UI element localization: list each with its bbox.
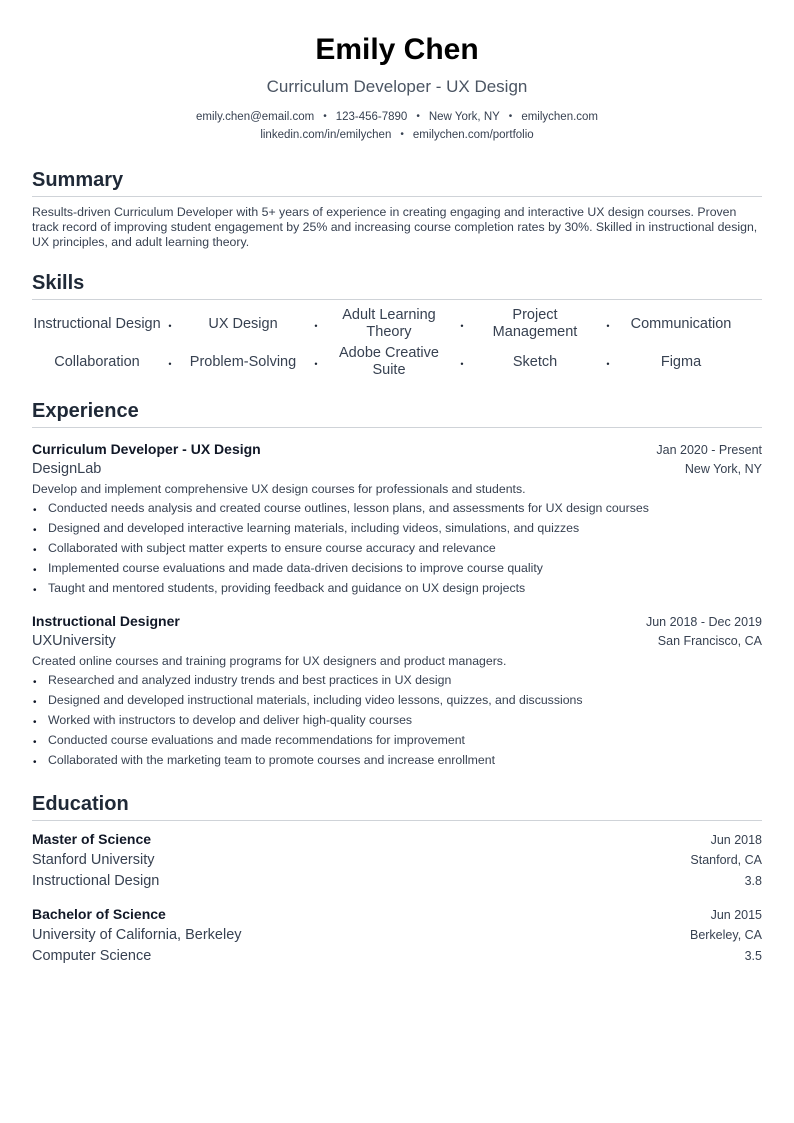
skill-separator: • (314, 321, 318, 331)
edu-field: Instructional Design (32, 873, 160, 889)
skill-item: Problem-Solving (189, 353, 297, 370)
separator-dot: • (323, 111, 327, 122)
bullet-text: Taught and mentored students, providing feedback and guidance on UX design projects (48, 581, 526, 595)
edu-degree: Bachelor of Science (32, 906, 166, 922)
phone-text: 123-456-7890 (335, 111, 408, 123)
skill-item: Communication (630, 315, 732, 332)
bullet-item (32, 750, 762, 770)
edu-field-row (32, 946, 762, 967)
job-bullets (32, 498, 762, 598)
skill-item: Project Management (492, 307, 578, 340)
experience-heading: Experience (32, 398, 762, 428)
bullet-text: Designed and developed interactive learning materials, including videos, simulations, and quizzes (48, 521, 580, 535)
edu-gpa: 3.8 (744, 874, 762, 888)
edu-field: Computer Science (32, 948, 152, 964)
job-company-row (32, 631, 762, 652)
bullet-item (32, 690, 762, 710)
job-role: Instructional Designer (32, 613, 180, 629)
bullet-dot: • (33, 737, 37, 748)
skill-separator: • (460, 359, 464, 369)
separator-dot: • (416, 111, 420, 122)
skill-separator: • (168, 359, 172, 369)
resume-header (32, 0, 762, 144)
candidate-name: Emily Chen (315, 33, 479, 66)
skills-heading: Skills (32, 270, 762, 300)
bullet-text: Researched and analyzed industry trends and best practices in UX design (48, 673, 452, 687)
summary-section (32, 167, 762, 250)
job-location: New York, NY (684, 462, 762, 476)
skill-separator: • (460, 321, 464, 331)
job-bullets (32, 670, 762, 770)
edu-degree-row (32, 904, 762, 925)
bullet-dot: • (33, 545, 37, 556)
job-description: Develop and implement comprehensive UX design courses for professionals and students. (32, 482, 526, 496)
separator-dot: • (508, 111, 513, 122)
job-role: Curriculum Developer - UX Design (32, 441, 261, 457)
job-entry (32, 439, 762, 598)
edu-location: Berkeley, CA (689, 928, 762, 942)
skill-item: Adobe Creative Suite (339, 345, 439, 378)
job-header-row (32, 611, 762, 631)
edu-school: University of California, Berkeley (32, 927, 242, 943)
skill-separator: • (606, 321, 610, 331)
bullet-item (32, 518, 762, 538)
edu-school-row (32, 850, 762, 871)
job-company: UXUniversity (32, 633, 116, 649)
job-location: San Francisco, CA (657, 634, 762, 648)
contact-line-2 (32, 126, 762, 144)
skill-item: Sketch (512, 353, 558, 370)
job-dates: Jun 2018 - Dec 2019 (645, 615, 762, 629)
location-text: New York, NY (428, 111, 500, 123)
skill-separator: • (606, 359, 610, 369)
education-entry (32, 829, 762, 892)
bullet-item (32, 730, 762, 750)
bullet-text: Implemented course evaluations and made data-driven decisions to improve course quality (48, 561, 543, 575)
bullet-dot: • (33, 757, 37, 768)
bullet-dot: • (33, 525, 37, 536)
job-description: Created online courses and training programs for UX designers and product managers. (32, 654, 507, 668)
skill-item: Figma (660, 353, 702, 370)
contact-line-1 (32, 108, 762, 126)
edu-date: Jun 2018 (710, 833, 762, 847)
skill-separator: • (168, 321, 172, 331)
education-entry (32, 904, 762, 967)
job-dates: Jan 2020 - Present (656, 443, 762, 457)
skill-item: Instructional Design (33, 315, 161, 332)
bullet-text: Conducted course evaluations and made recommendations for improvement (48, 733, 465, 747)
bullet-dot: • (33, 677, 37, 688)
edu-school: Stanford University (32, 852, 155, 868)
portfolio-link[interactable]: emilychen.com/portfolio (412, 129, 534, 141)
bullet-item (32, 710, 762, 730)
summary-heading: Summary (32, 167, 762, 197)
edu-field-row (32, 871, 762, 892)
bullet-text: Collaborated with the marketing team to promote courses and increase enrollment (48, 753, 496, 767)
skill-item: Collaboration (54, 353, 140, 370)
bullet-dot: • (33, 505, 37, 516)
summary-text: Results-driven Curriculum Developer with 5+ years of experience in creating engaging and interactive UX design courses. Proven track record of improving student engagement by 25% and increasing course completion rates by 30%. Skilled in instructional design, UX principles, and adult learning theory. (32, 205, 758, 249)
email-link[interactable]: emily.chen@email.com (195, 111, 315, 123)
skill-separator: • (314, 359, 318, 369)
bullet-item (32, 538, 762, 558)
bullet-dot: • (33, 717, 37, 728)
candidate-title: Curriculum Developer - UX Design (266, 77, 528, 96)
job-company: DesignLab (32, 461, 102, 477)
experience-section (32, 398, 762, 770)
bullet-dot: • (33, 565, 37, 576)
edu-date: Jun 2015 (710, 908, 762, 922)
skill-item: UX Design (208, 315, 278, 332)
edu-location: Stanford, CA (690, 853, 762, 867)
bullet-item (32, 558, 762, 578)
skill-item: Adult Learning Theory (342, 307, 436, 340)
edu-school-row (32, 925, 762, 946)
bullet-item (32, 498, 762, 518)
bullet-dot: • (33, 585, 37, 596)
job-company-row (32, 459, 762, 480)
skills-grid (32, 307, 762, 379)
bullet-item (32, 670, 762, 690)
bullet-item (32, 578, 762, 598)
linkedin-link[interactable]: linkedin.com/in/emilychen (260, 129, 392, 141)
education-heading: Education (32, 791, 762, 821)
bullet-text: Designed and developed instructional materials, including video lessons, quizzes, and discussions (48, 693, 583, 707)
job-header-row (32, 439, 762, 459)
separator-dot: • (400, 129, 404, 140)
website-link[interactable]: emilychen.com (521, 111, 599, 123)
skills-section (32, 270, 762, 379)
job-entry (32, 611, 762, 770)
bullet-text: Worked with instructors to develop and deliver high-quality courses (48, 713, 413, 727)
edu-degree: Master of Science (32, 831, 152, 847)
edu-degree-row (32, 829, 762, 850)
bullet-dot: • (33, 697, 37, 708)
bullet-text: Conducted needs analysis and created course outlines, lesson plans, and assessments for UX design courses (48, 501, 649, 515)
edu-gpa: 3.5 (744, 949, 762, 963)
education-section (32, 791, 762, 967)
bullet-text: Collaborated with subject matter experts to ensure course accuracy and relevance (48, 541, 496, 555)
